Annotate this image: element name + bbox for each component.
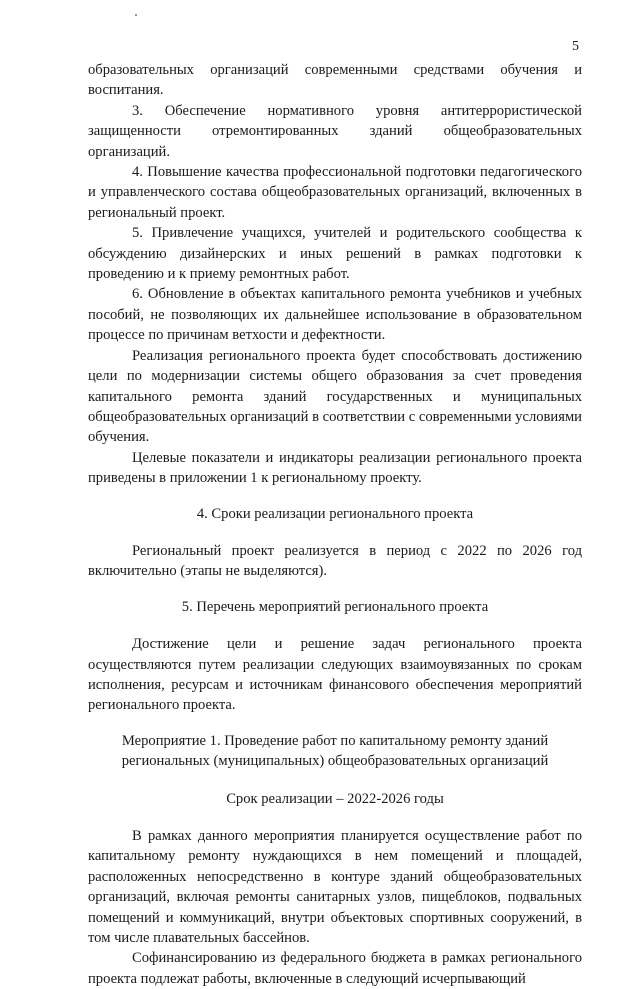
paragraph: Целевые показатели и индикаторы реализации регионального проекта приведены в приложении 1 к региональному проекту.	[88, 449, 582, 487]
activity-heading: Мероприятие 1. Проведение работ по капитальному ремонту зданий региональных (муниципальных) общеобразовательных организаций	[121, 732, 549, 770]
page-body	[88, 60, 582, 989]
paragraph: 5. Привлечение учащихся, учителей и родительского сообщества к обсуждению дизайнерских и иных решений в рамках подготовки к проведению и к приему ремонтных работ.	[88, 225, 582, 283]
paragraph: Софинансированию из федерального бюджета в рамках регионального проекта подлежат работы, включенные в следующий исчерпывающий	[88, 950, 582, 987]
section-heading: 5. Перечень мероприятий регионального проекта	[181, 598, 489, 615]
paragraph: 4. Повышение качества профессиональной подготовки педагогического и управленческого состава общеобразовательных организаций, включенных в региональный проект.	[88, 164, 582, 221]
scan-speck	[135, 14, 137, 16]
section-heading: 4. Сроки реализации регионального проекта	[196, 505, 474, 522]
paragraph: Достижение цели и решение задач регионального проекта осуществляются путем реализации следующих взаимоувязанных по срокам исполнения, ресурсам и источникам финансового обеспечения мероприятий регионального проекта.	[88, 636, 582, 714]
paragraph: 3. Обеспечение нормативного уровня антитеррористической защищенности отремонтированных зданий общеобразовательных организаций.	[88, 102, 582, 160]
paragraph: В рамках данного мероприятия планируется осуществление работ по капитальному ремонту нуждающихся в нем помещений и площадей, расположенных непосредственно в контуре зданий общеобразовательных организаций, включая ремонты санитарных узлов, пищеблоков, подвальных помещений и коммуникаций, внутри объектовых спортивных сооружений, в том числе плавательных бассейнов.	[88, 828, 582, 947]
term-heading: Срок реализации – 2022-2026 годы	[226, 790, 444, 807]
paragraph: Реализация регионального проекта будет способствовать достижению цели по модернизации системы общего образования за счет проведения капитального ремонта зданий государственных и муниципальных общеобразовательных организаций в соответствии с современными условиями обучения.	[88, 347, 582, 446]
paragraph: образовательных организаций современными средствами обучения и воспитания.	[88, 62, 582, 99]
paragraph: Региональный проект реализуется в период с 2022 по 2026 год включительно (этапы не выделяются).	[88, 542, 582, 580]
paragraph: 6. Обновление в объектах капитального ремонта учебников и учебных пособий, не позволяющих их дальнейшее использование в образовательном процессе по причинам ветхости и дефектности.	[88, 286, 582, 344]
page-number: 5	[572, 39, 579, 54]
